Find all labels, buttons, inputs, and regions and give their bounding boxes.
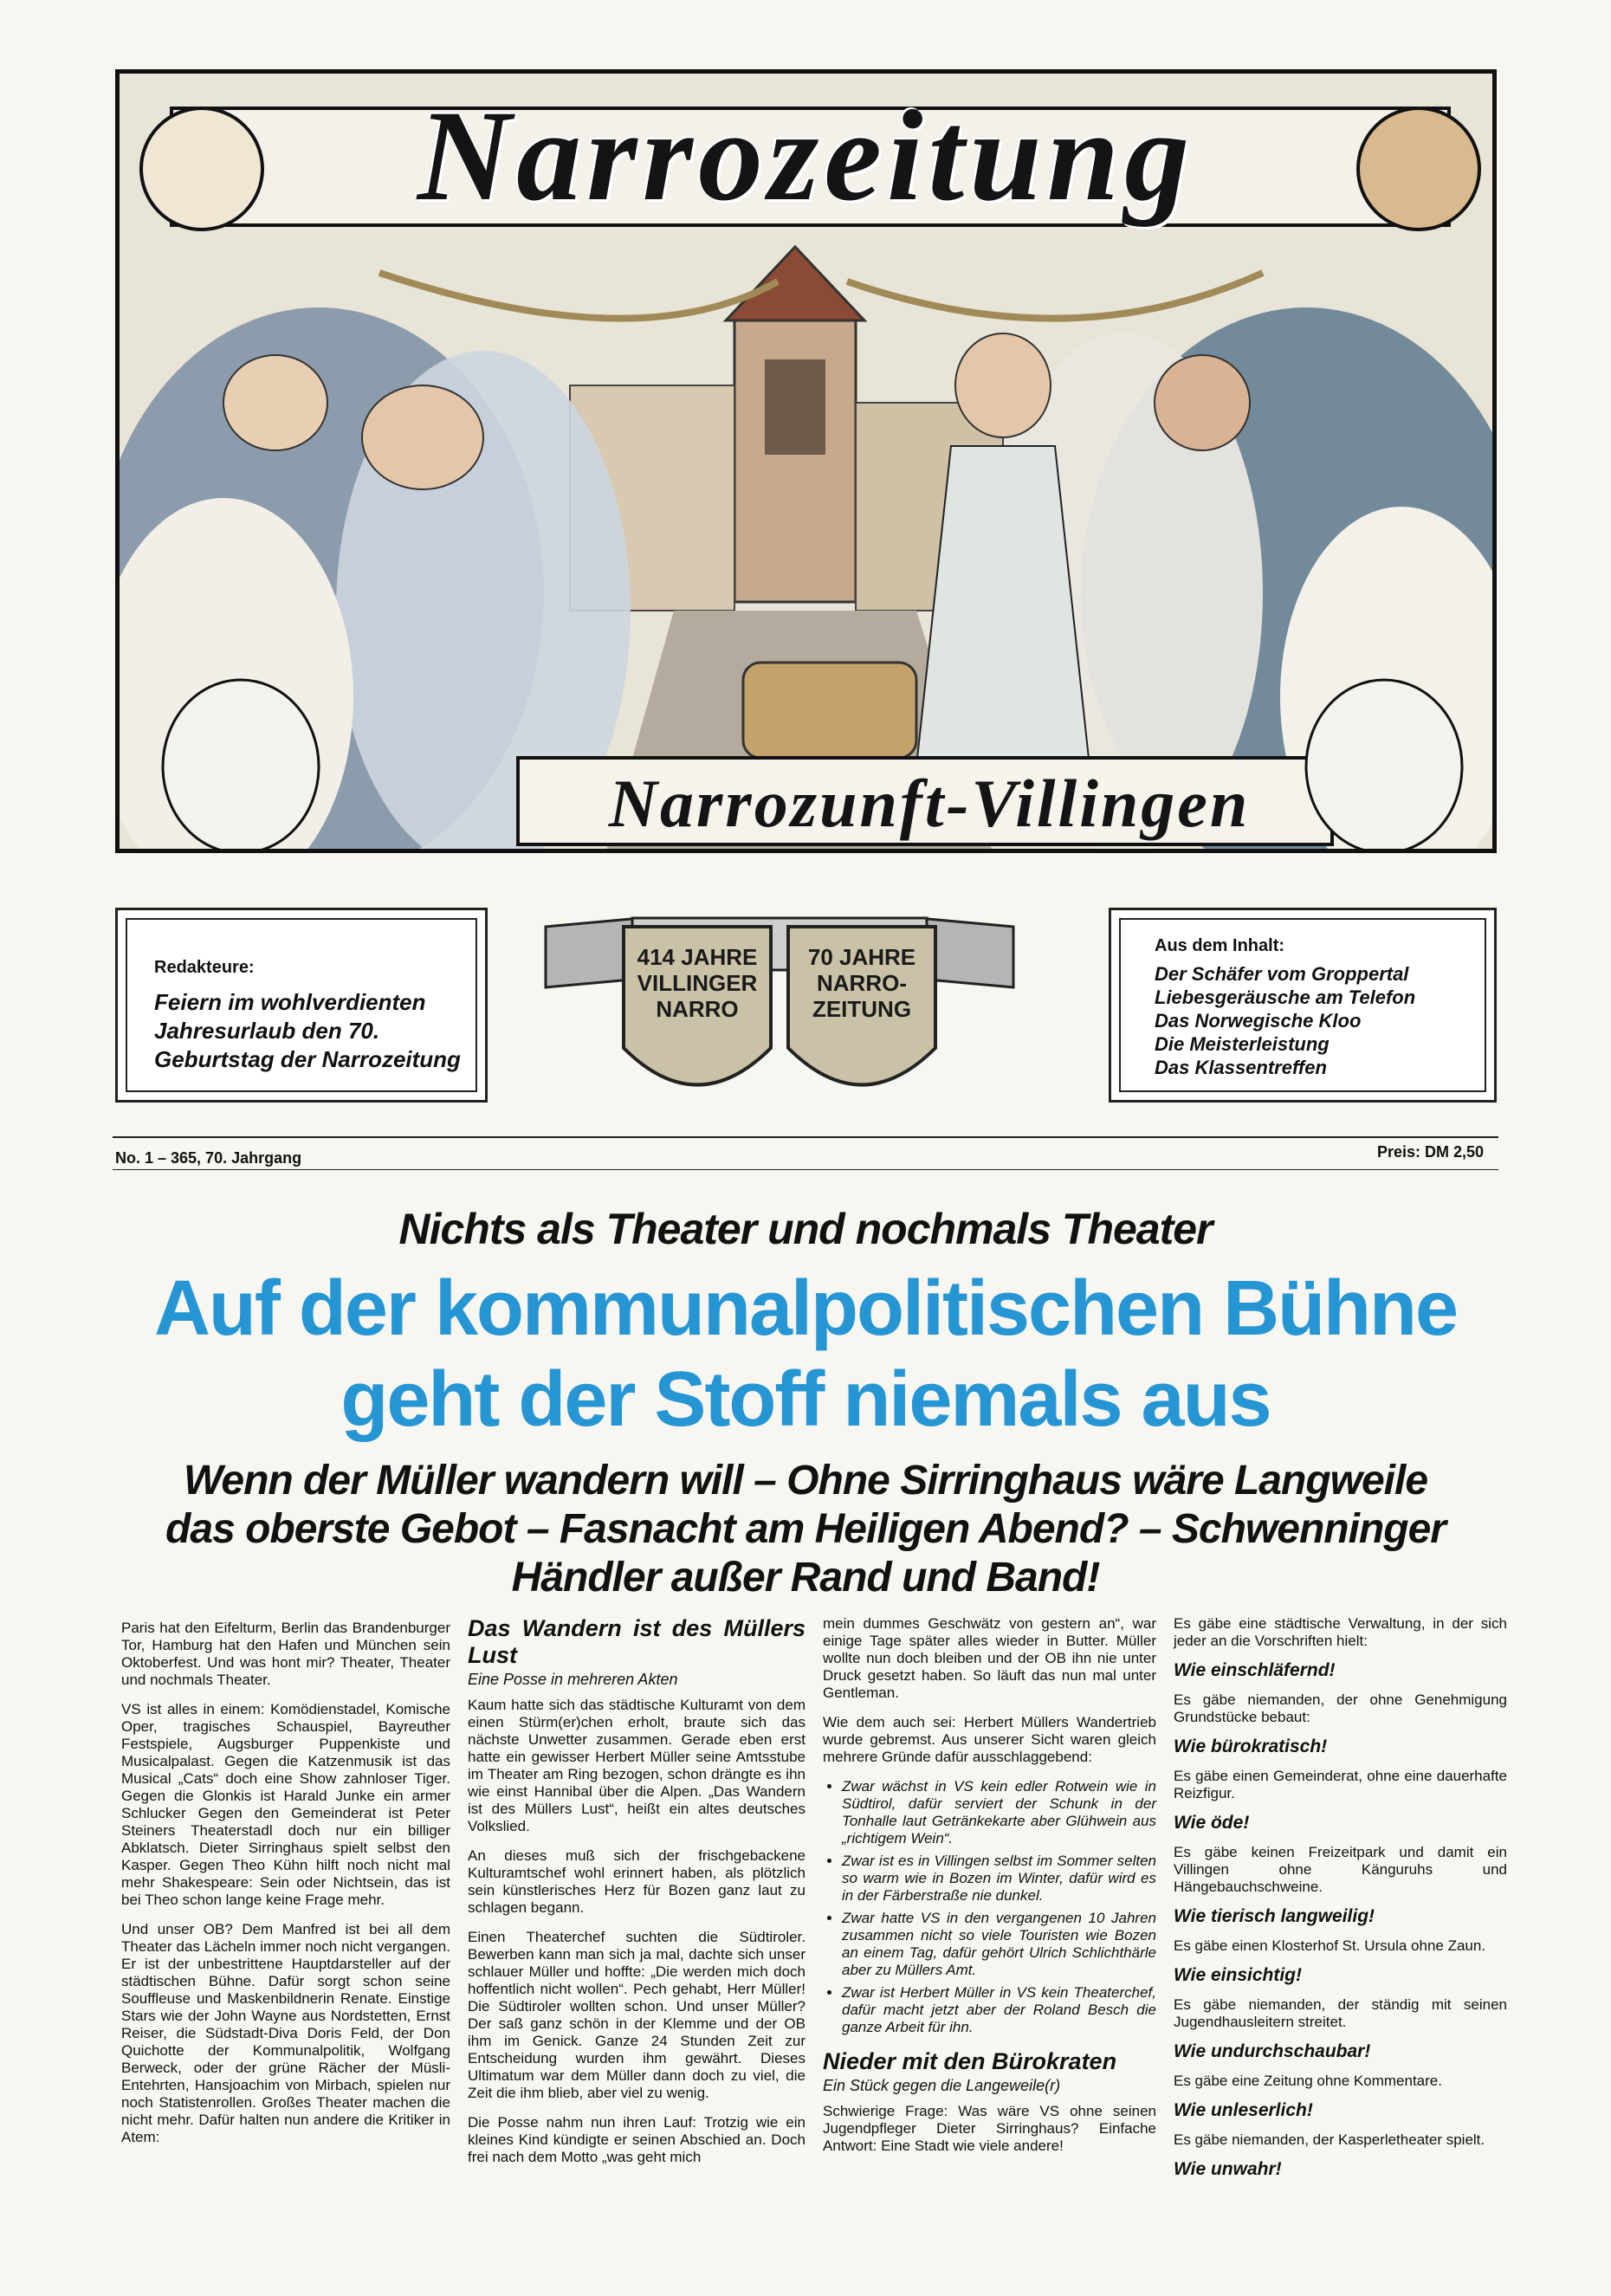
exclamation: Wie einsichtig! (1174, 1965, 1302, 1985)
contents-item[interactable]: Das Klassentreffen (1155, 1057, 1327, 1078)
paragraph: An dieses muß sich der frischgebackene Kulturamtschef wohl erinnert haben, als plötzlich sein künstlerisches Herz für Bozen ganz laut zu schlagen begann. (468, 1847, 806, 1916)
list-item: • Zwar ist es in Villingen selbst im Sommer selten so warm wie in Bozen im Winter, dafür wird es in der Färberstraße nie dunkel. (842, 1853, 1156, 1905)
exclamation: Wie unwahr! (1174, 2159, 1282, 2179)
badge-left-text: 414 JAHRE VILLINGER NARRO (637, 944, 758, 1022)
masthead-banner: Narrozunft-Villingen (608, 765, 1251, 841)
anniversary-badge (537, 901, 1022, 1126)
contents-list (1155, 962, 1484, 1079)
paragraph: Paris hat den Eifelturm, Berlin das Brandenburger Tor, Hamburg hat den Hafen und München sein Oktoberfest. Und was hont mir? Theater, Theater und nochmals Theater. (121, 1620, 450, 1688)
list-item: • Zwar hatte VS in den vergangenen 10 Jahren zusammen nicht so viele Touristen wie Bozen an einem Tag, dafür gehört Ulrich Schlichthärle aber zu Müllers Amt. (842, 1910, 1156, 1979)
statement: Es gäbe niemanden, der Kasperletheater spielt. (1174, 2131, 1485, 2148)
divider-top (113, 1136, 1498, 1138)
article-column-4 (1174, 1615, 1507, 2190)
headline-kicker: Nichts als Theater und nochmals Theater (398, 1205, 1213, 1253)
contents-item[interactable]: Die Meisterleistung (1155, 1033, 1330, 1055)
list-item: • Zwar ist Herbert Müller in VS kein Theaterchef, dafür macht jetzt aber der Roland Besch die ganze Arbeit für ihn. (842, 1984, 1156, 2036)
paragraph: Die Posse nahm nun ihren Lauf: Trotzig wie ein kleines Kind kündigte er seinen Abschied an. Doch frei nach dem Motto „was geht mich (468, 2114, 806, 2165)
section-deck: Eine Posse in mehreren Akten (468, 1671, 678, 1688)
divider-bottom (113, 1169, 1498, 1170)
masthead-illustration (115, 69, 1497, 853)
masthead-title: Narrozeitung (417, 84, 1195, 228)
contents-item[interactable]: Das Norwegische Kloo (1155, 1010, 1362, 1032)
editors-text: Feiern im wohlverdienten Jahresurlaub den 70. Geburtstag der Narrozeitung (154, 989, 461, 1072)
reasons-list (823, 1778, 1156, 2036)
article-column-1 (121, 1620, 450, 2158)
exclamation: Wie einschläfernd! (1174, 1660, 1336, 1680)
badge-right-text: 70 JAHRE NARRO-ZEITUNG (807, 944, 916, 1022)
article-column-3 (823, 1615, 1156, 2167)
statement: Es gäbe niemanden, der ständig mit seinen Jugendhausleitern streitet. (1174, 1996, 1507, 2030)
paragraph: Schwierige Frage: Was wäre VS ohne seinen Jugendpfleger Dieter Sirringhaus? Einfache Antwort: Eine Stadt wie viele andere! (823, 2103, 1156, 2154)
section-heading: Das Wandern ist des Müllers Lust (468, 1615, 806, 1668)
contents-item[interactable]: Liebesgeräusche am Telefon (1155, 986, 1416, 1008)
paragraph: Kaum hatte sich das städtische Kulturamt von dem einen Stürm(er)chen erholt, braute sich das nächste Unwetter zusammen. Gerade eben erst hatte ein gewisser Herbert Müller seine Amtsstube im Theater am Ring bezogen, schon drängte es ihn wie einst Hannibal über die Alpen. „Das Wandern ist des Müllers Lust“, heißt ein altes deutsches Volkslied. (468, 1697, 806, 1834)
exclamation: Wie bürokratisch! (1174, 1737, 1328, 1756)
paragraph: VS ist alles in einem: Komödienstadel, Komische Oper, tragisches Schauspiel, Bayreuther Festspiele, Augsburger Puppenkiste und Musicalpalast. Gegen die Katzenmusik ist das Musical „Cats“ doch eine Show zahnloser Tiger. Gegen die Glonkis ist Harald Junke ein armer Schlucker Gegen den Gemeinderat ist Peter Steiners Theaterstadl doch nur ein billiger Abklatsch. Dieter Sirringhaus spielt selbst den Kasper. Gegen Theo Kühn hilft noch nicht mal mehr Shakespeare: Sein oder Nichtsein, das ist bei Theo schon lange keine Frage mehr. (121, 1701, 450, 1908)
exclamation: Wie unleserlich! (1174, 2100, 1313, 2120)
price: Preis: DM 2,50 (1377, 1143, 1485, 1161)
statement: Es gäbe eine städtische Verwaltung, in der sich jeder an die Vorschriften hielt: (1174, 1615, 1507, 1649)
article-column-2 (468, 1615, 806, 2178)
section-deck: Ein Stück gegen die Langeweile(r) (823, 2077, 1061, 2094)
paragraph: Und unser OB? Dem Manfred ist bei all dem Theater das Lächeln immer noch nicht vergangen. Er ist der unbestrittene Hauptdarsteller auf der städtischen Bühne. Dafür sorgt schon seine Souffleuse und Maskenbildnerin Renate. Einstige Stars wie der John Wayne aus Nordstetten, Ernst Reiser, die Südstadt-Diva Doris Feld, der Don Quichotte der Kommunalpolitik, Wolfgang Berweck, oder der grüne Rächer der Müsli-Entehrten, Hansjoachim von Mirbach, spielen nur noch Statistenrollen. Großes Theater machen die nicht mehr. Dafür halten nun andere die Kritiker in Atem: (121, 1921, 450, 2145)
statement: Es gäbe einen Klosterhof St. Ursula ohne Zaun. (1174, 1937, 1486, 1954)
paragraph: mein dummes Geschwätz von gestern an“, war einige Tage später alles wieder in Butter. Müller wollte nun doch bleiben und der OB ihn nie unter Druck gesetzt haben. So läuft das nun mal unter Gentleman. (823, 1615, 1156, 1701)
exclamation: Wie undurchschaubar! (1174, 2041, 1371, 2061)
issue-number: No. 1 – 365, 70. Jahrgang (115, 1149, 302, 1167)
paragraph: Wie dem auch sei: Herbert Müllers Wandertrieb wurde gebremst. Aus unserer Sicht waren gleich mehrere Gründe dafür ausschlaggebend: (823, 1714, 1156, 1765)
statement: Es gäbe niemanden, der ohne Genehmigung Grundstücke bebaut: (1174, 1691, 1507, 1725)
statement: Es gäbe einen Gemeinderat, ohne eine dauerhafte Reizfigur. (1174, 1768, 1507, 1801)
headline-sub-3: Händler außer Rand und Band! (511, 1555, 1100, 1601)
headline-main-1: Auf der kommunalpolitischen Bühne (153, 1265, 1458, 1352)
exclamation: Wie tierisch langweilig! (1174, 1906, 1375, 1926)
headline-sub-2: das oberste Gebot – Fasnacht am Heiligen Abend? – Schwenninger (165, 1506, 1446, 1552)
ribbon-shields-icon (537, 901, 1022, 1126)
contents-box (1109, 908, 1497, 1103)
headline-main-2: geht der Stoff niemals aus (340, 1356, 1271, 1443)
paragraph: Einen Theaterchef suchten die Südtiroler. Bewerben kann man sich ja mal, dachte sich unser schlauer Müller und hoffte: „Die werden mich doch hoffentlich nicht wollen“. Pech gehabt, Herr Müller! Die Südtiroler wollten schon. Und unser Müller? Der saß ganz schön in der Klemme und der OB ihm im Genick. Ganze 24 Stunden Zeit zur Entscheidung wurden ihm gewährt. Dieses Ultimatum war dem Müller dann doch zu viel, die Zeit die ihm blieb, aber viel zu wenig. (468, 1929, 806, 2101)
exclamation: Wie öde! (1174, 1813, 1250, 1833)
editors-box (115, 908, 488, 1103)
headline-sub-1: Wenn der Müller wandern will – Ohne Sirringhaus wäre Langweile (183, 1458, 1428, 1504)
editors-label: Redakteure: (154, 958, 255, 977)
statement: Es gäbe eine Zeitung ohne Kommentare. (1174, 2073, 1442, 2089)
contents-label: Aus dem Inhalt: (1155, 936, 1285, 955)
statement: Es gäbe keinen Freizeitpark und damit ein Villingen ohne Känguruhs und Hängebauchschweine. (1174, 1844, 1507, 1895)
list-item: • Zwar wächst in VS kein edler Rotwein wie in Südtirol, dafür serviert der Schunk in der Tonhalle laut Getränkekarte aber Glühwein aus „richtigem Wein“. (842, 1778, 1156, 1847)
section-heading: Nieder mit den Bürokraten (823, 2048, 1117, 2074)
contents-item[interactable]: Der Schäfer vom Groppertal (1155, 963, 1409, 985)
